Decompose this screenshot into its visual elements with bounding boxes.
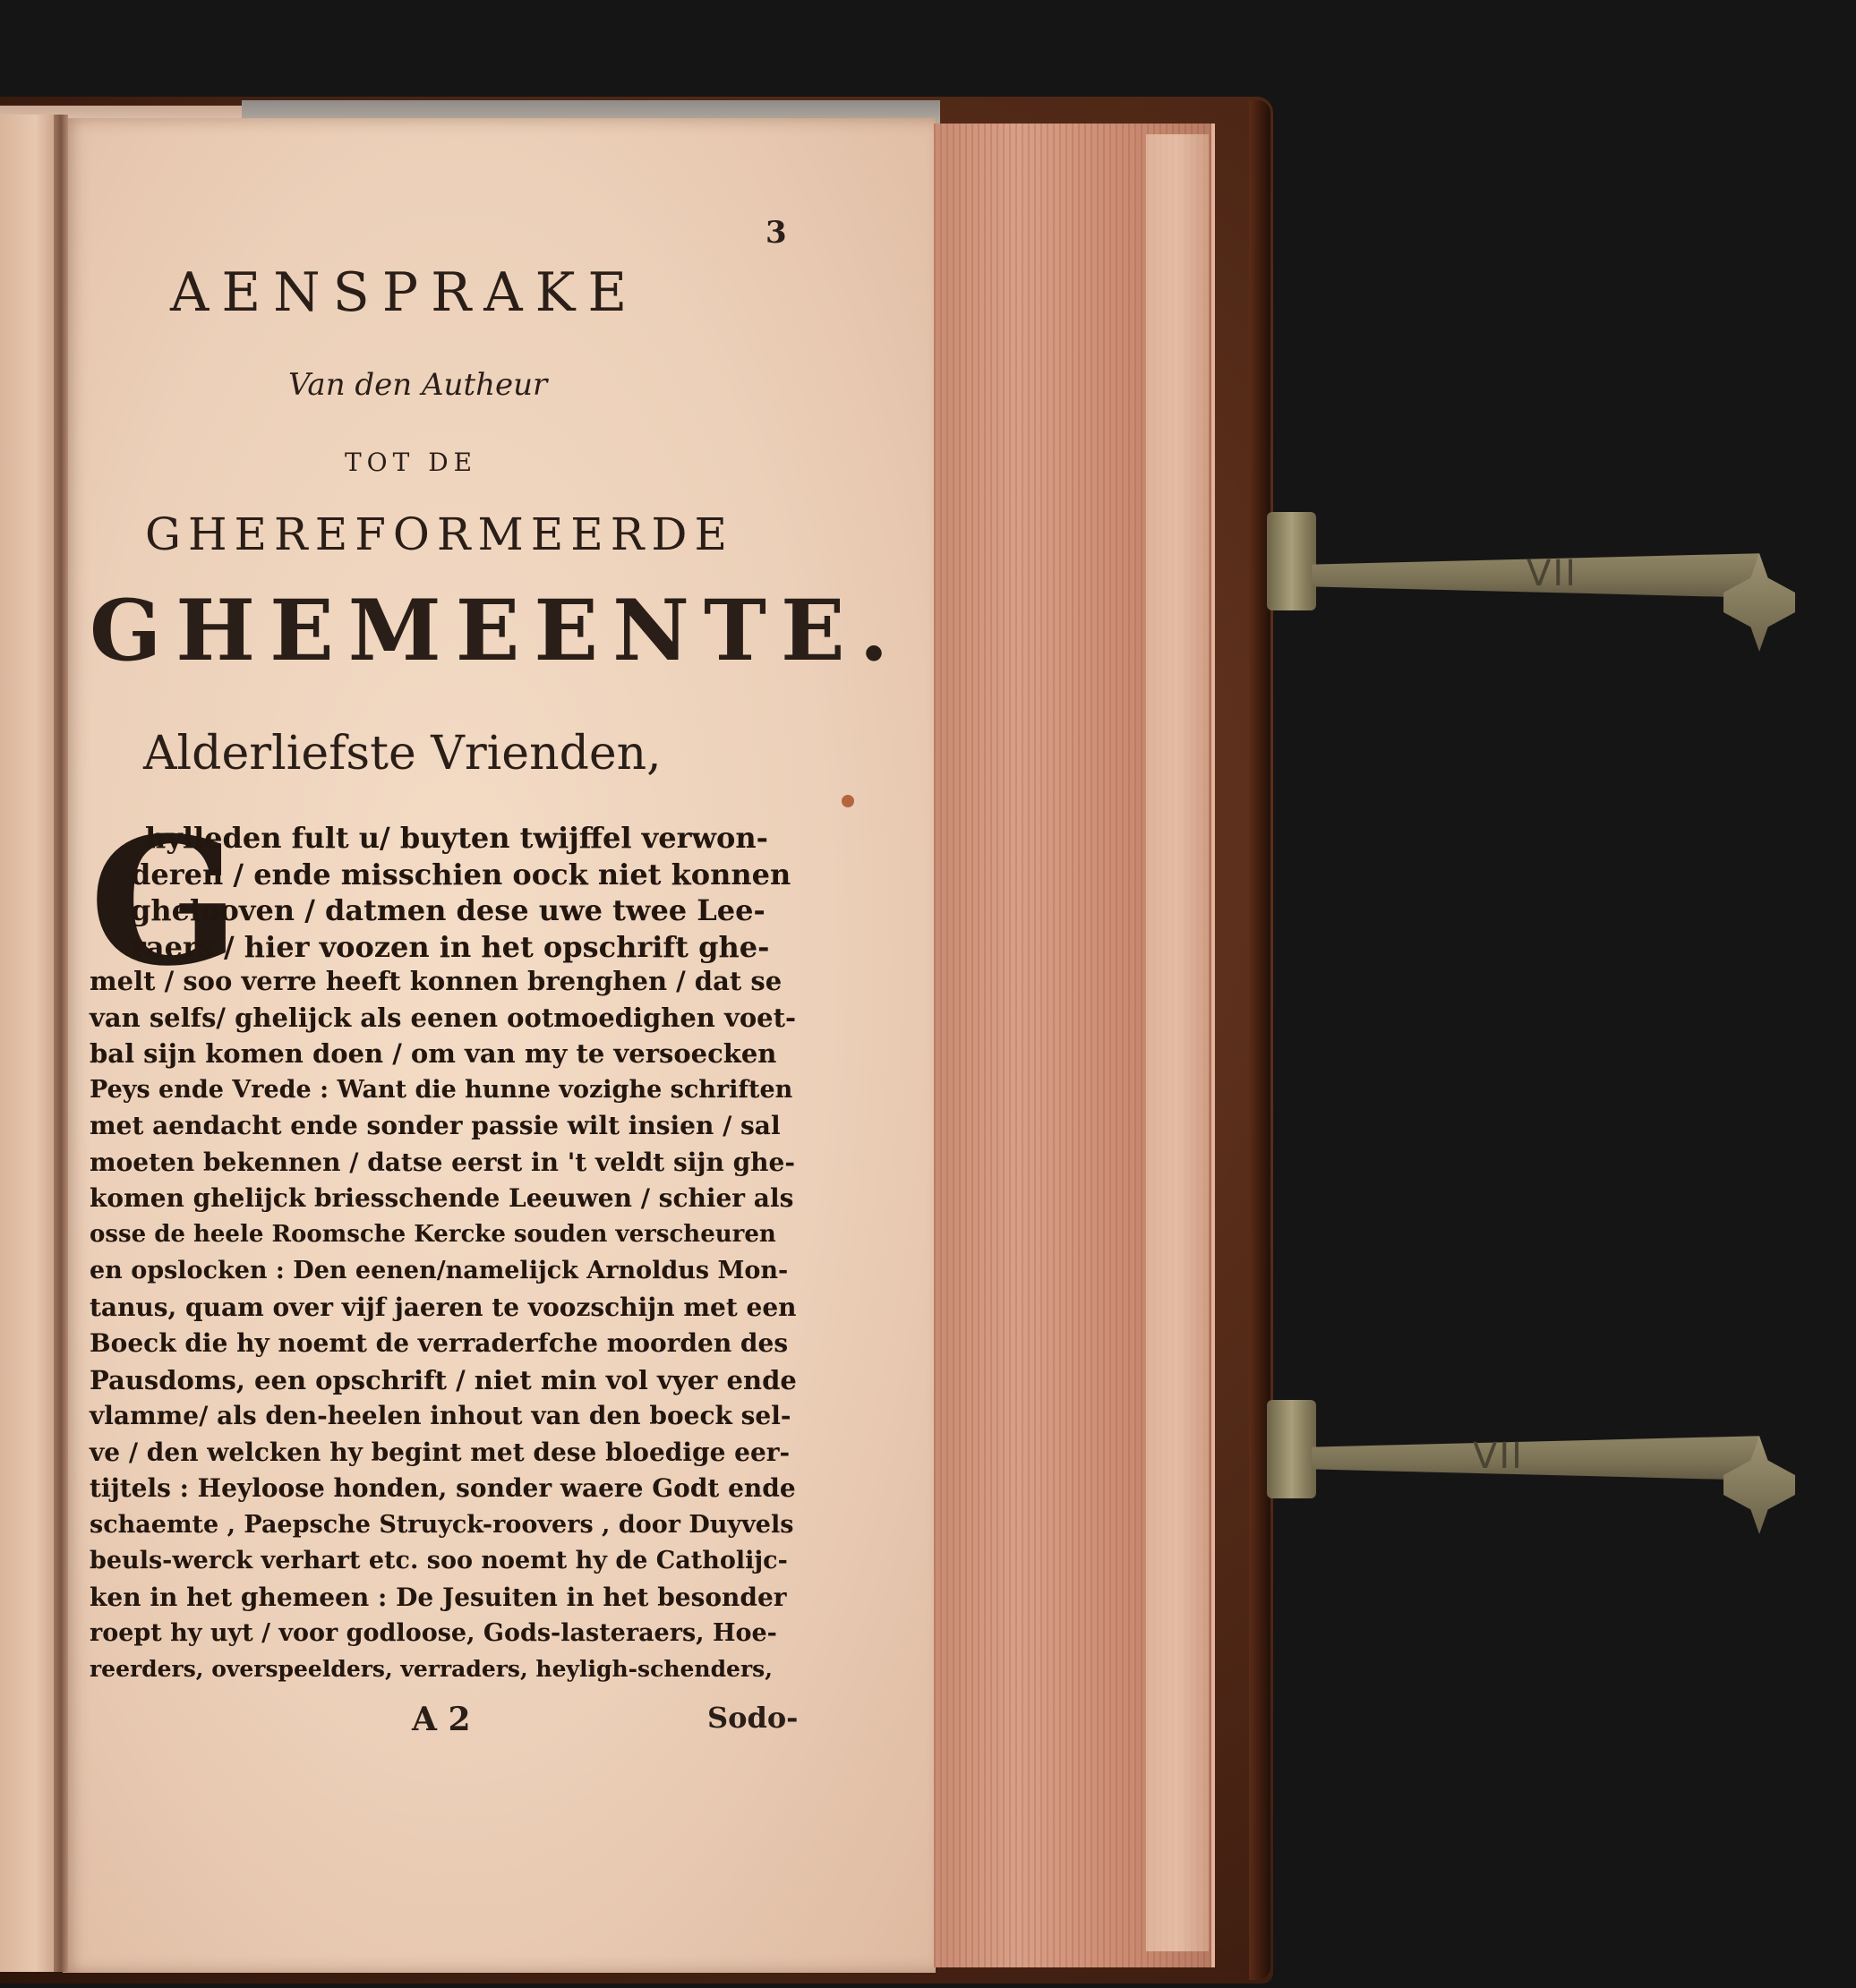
greeting: Alderliefste Vrienden, xyxy=(143,727,662,781)
body-line: ken in het ghemeen : De Jesuiten in het besonder xyxy=(90,1582,787,1612)
lower-clasp-hinge xyxy=(1267,1400,1316,1498)
page-number: 3 xyxy=(765,215,787,251)
page-subtitle: Van den Autheur xyxy=(288,367,548,403)
body-line: Pausdoms, een opschrift / niet min vol vyer ende xyxy=(90,1364,797,1395)
body-line: raers / hier voozen in het opschrift ghe- xyxy=(131,929,770,964)
book-gutter xyxy=(54,115,68,1972)
body-line: osse de heele Roomsche Kercke souden verscheuren xyxy=(90,1220,776,1248)
page-title: AENSPRAKE xyxy=(170,261,640,324)
lower-clasp-strap xyxy=(1312,1430,1759,1486)
to-line: TOT DE xyxy=(345,448,478,477)
body-line: Peys ende Vrede : Want die hunne vozighe schriften xyxy=(90,1075,793,1104)
catchword: Sodo- xyxy=(707,1701,799,1735)
addressee-line-2: GHEMEENTE. xyxy=(90,582,903,680)
left-page-sliver xyxy=(0,115,59,1972)
body-line: ghelooven / datmen dese uwe twee Lee- xyxy=(131,893,765,927)
body-line: schaemte , Paepsche Struyck-roovers , door Duyvels xyxy=(90,1510,794,1539)
body-line: hylleden fult u/ buyten twijffel verwon- xyxy=(145,821,768,855)
body-line: tijtels : Heyloose honden, sonder waere Godt ende xyxy=(90,1473,796,1503)
body-line: en opslocken : Den eenen/namelijck Arnoldus Mon- xyxy=(90,1257,789,1284)
addressee-line-1: GHEREFORMEERDE xyxy=(145,508,734,560)
body-line: met aendacht ende sonder passie wilt insien / sal xyxy=(90,1111,781,1140)
body-line: ve / den welcken hy begint met dese bloedige eer- xyxy=(90,1437,791,1467)
page-edges-highlight xyxy=(1146,134,1209,1951)
cover-edge xyxy=(1249,100,1270,1980)
upper-clasp-mark: VII xyxy=(1527,553,1578,594)
body-line: beuls-werck verhart etc. soo noemt hy de Catholijc- xyxy=(90,1547,788,1574)
body-line: komen ghelijck briesschende Leeuwen / schier als xyxy=(90,1183,794,1213)
signature-mark: A 2 xyxy=(412,1701,471,1738)
upper-clasp-hinge xyxy=(1267,512,1316,610)
drop-cap: G xyxy=(90,799,240,1005)
body-line: tanus, quam over vijf jaeren te voozschijn met een xyxy=(90,1292,797,1322)
body-line: melt / soo verre heeft konnen brenghen / dat se xyxy=(90,966,783,996)
body-line: roept hy uyt / voor godloose, Gods-lasteraers, Hoe- xyxy=(90,1619,777,1647)
body-line: deren / ende misschien oock niet konnen xyxy=(131,857,791,892)
body-line: bal sijn komen doen / om van my te versoecken xyxy=(90,1038,777,1069)
body-line: moeten bekennen / datse eerst in 't veldt sijn ghe- xyxy=(90,1147,795,1177)
body-line: vlamme/ als den-heelen inhout van den boeck sel- xyxy=(90,1401,791,1430)
body-line: reerders, overspeelders, verraders, heyligh-schenders, xyxy=(90,1655,773,1682)
lower-clasp-mark: VII xyxy=(1473,1436,1524,1477)
ink-stain xyxy=(842,795,854,807)
body-line: Boeck die hy noemt de verraderfche moorden des xyxy=(90,1328,789,1358)
body-line: van selfs/ ghelijck als eenen ootmoedighen voet- xyxy=(90,1002,797,1033)
